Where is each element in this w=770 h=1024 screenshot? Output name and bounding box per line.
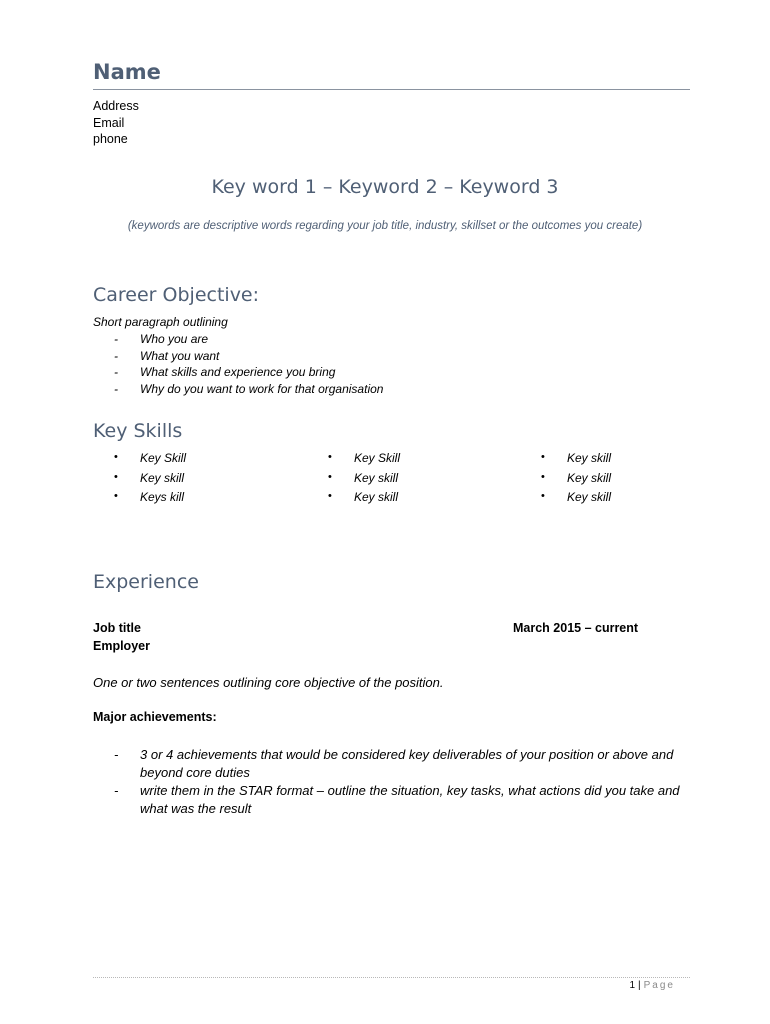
key-skills-column-1 [114, 451, 186, 510]
job-title: Job title [93, 621, 141, 635]
list-item: • Keys kill [114, 490, 185, 504]
key-skills-column-3 [541, 451, 611, 510]
candidate-name: Name [93, 60, 161, 84]
page-label: Page [643, 980, 675, 991]
dash-marker: - [114, 381, 118, 396]
list-item: - What skills and experience you bring [114, 365, 336, 379]
achievements-heading: Major achievements: [93, 710, 217, 724]
bullet-marker: • [114, 470, 118, 483]
page-number: 1 [629, 980, 636, 991]
keywords-note: (keywords are descriptive words regarding your job title, industry, skillset or the outcomes you create) [127, 220, 643, 232]
career-objective-title: Career Objective: [93, 284, 260, 306]
key-skills-title: Key Skills [93, 420, 183, 442]
list-item: • Key skill [114, 470, 185, 485]
achievements-list [114, 746, 694, 818]
experience-title: Experience [93, 571, 199, 593]
dash-marker: - [114, 348, 118, 363]
list-item: • Key Skill [114, 451, 187, 465]
list-item: • Key skill [328, 490, 399, 504]
bullet-marker: • [114, 451, 118, 463]
bullet-marker: • [541, 451, 545, 463]
career-objective-list [114, 331, 383, 397]
list-item: - 3 or 4 achievements that would be considered key deliverables of your position or above and beyond core duties [114, 747, 674, 780]
bullet-marker: • [328, 451, 332, 463]
list-item: - What you want [114, 348, 220, 363]
dash-marker: - [114, 365, 118, 379]
contact-address: Address [93, 99, 139, 113]
employer: Employer [93, 639, 150, 653]
list-item: - Why do you want to work for that organisation [114, 381, 384, 396]
list-item: • Key Skill [328, 451, 401, 465]
footer-divider [93, 977, 690, 978]
page-separator: | [638, 980, 641, 991]
list-item: - write them in the STAR format – outline the situation, key tasks, what actions did you take and what was the result [114, 783, 680, 816]
key-skills-column-2 [328, 451, 400, 510]
list-item: - Who you are [114, 332, 209, 346]
bullet-marker: • [328, 490, 332, 502]
keywords-line: Key word 1 – Keyword 2 – Keyword 3 [211, 176, 559, 198]
contact-email: Email [93, 115, 125, 130]
dash-marker: - [114, 332, 118, 346]
dash-marker: - [114, 783, 119, 798]
job-summary: One or two sentences outlining core objective of the position. [93, 675, 444, 690]
list-item: • Key skill [541, 451, 612, 465]
name-divider [93, 89, 690, 90]
page-footer [629, 980, 675, 991]
list-item: • Key skill [541, 470, 612, 485]
bullet-marker: • [328, 470, 332, 483]
bullet-marker: • [114, 490, 118, 502]
bullet-marker: • [541, 470, 545, 483]
list-item: • Key skill [541, 490, 612, 504]
career-objective-intro: Short paragraph outlining [93, 315, 228, 329]
bullet-marker: • [541, 490, 545, 502]
contact-block [93, 98, 139, 148]
dash-marker: - [114, 747, 119, 762]
list-item: • Key skill [328, 470, 399, 485]
contact-phone: phone [93, 132, 128, 146]
job-dates: March 2015 – current [513, 621, 639, 635]
